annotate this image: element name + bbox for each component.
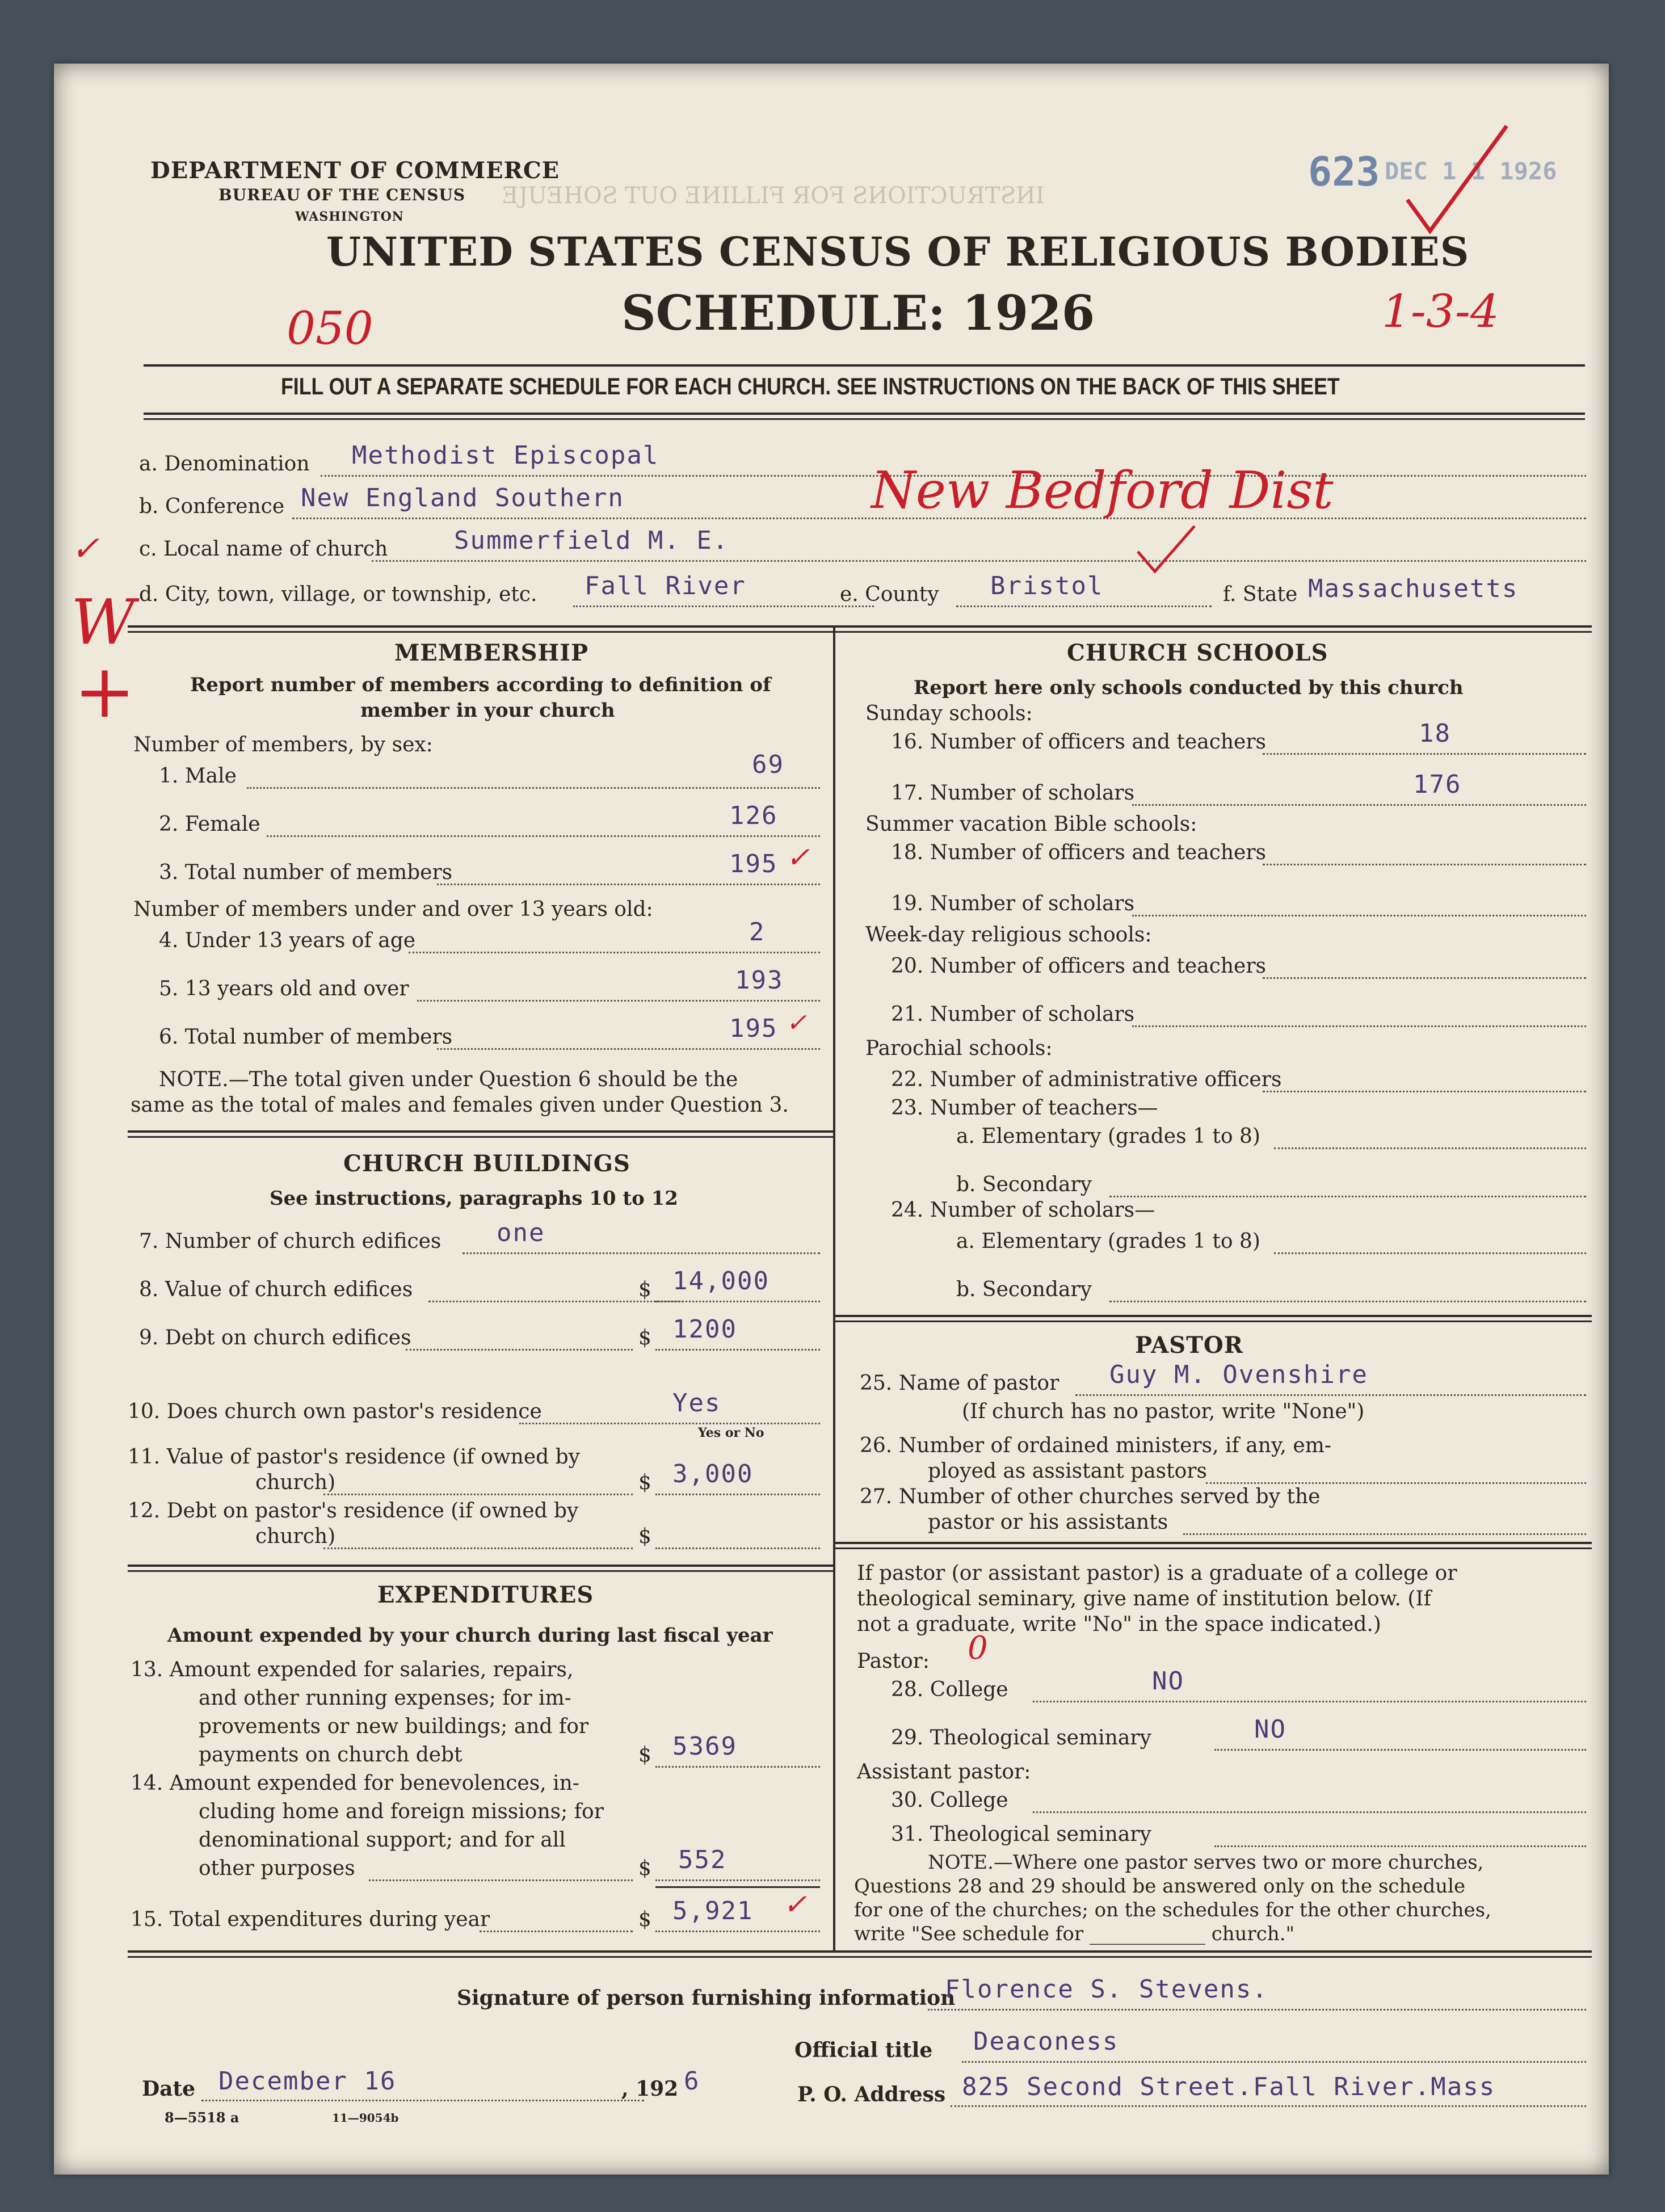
q23-label: 23. Number of teachers— [891,1096,1158,1120]
local-name-value: Summerfield M. E. [454,526,729,555]
q22-label: 22. Number of administrative officers [891,1068,1282,1091]
q9-dollar: $ [638,1326,651,1349]
signature-label: Signature of person furnishing information [457,1986,956,2010]
q8-label: 8. Value of church edifices [139,1278,413,1301]
q13-dollar: $ [638,1743,651,1767]
po-address-label: P. O. Address [797,2083,946,2106]
local-name-label: c. Local name of church [139,537,388,561]
q26-label-line2: ployed as assistant pastors [928,1460,1207,1483]
q14-label-line4: other purposes [199,1857,355,1880]
buildings-sub: See instructions, paragraphs 10 to 12 [270,1187,678,1210]
q29-value: NO [1254,1715,1286,1744]
q13-value: 5369 [672,1732,737,1761]
year-prefix: , 192 [621,2077,679,2101]
weekday-schools-label: Week-day religious schools: [865,923,1152,947]
q11-label-line2: church) [255,1471,336,1494]
pastor-mark: 0 [968,1630,988,1667]
county-label: e. County [840,583,939,606]
district-note: New Bedford Dist [871,461,1334,520]
buildings-heading: CHURCH BUILDINGS [343,1150,630,1177]
q11-value: 3,000 [672,1460,754,1488]
check-mark-icon: ✓ [786,1008,807,1037]
parochial-schools-label: Parochial schools: [865,1037,1053,1060]
membership-note-line1: NOTE.—The total given under Question 6 should be the [159,1068,738,1091]
q29-label: 29. Theological seminary [891,1726,1151,1750]
q14-label-line3: denominational support; and for all [199,1828,566,1852]
pastor-note-line4: write "See schedule for ____________ church." [854,1923,1295,1945]
expenditures-sub: Amount expended by your church during last fiscal year [167,1624,773,1647]
q27-label-line1: 27. Number of other churches served by the [860,1485,1321,1508]
q6-label: 6. Total number of members [159,1025,453,1049]
q11-label-line1: 11. Value of pastor's residence (if owned by [128,1445,581,1469]
city-value: Fall River [585,571,746,600]
q14-label-line2: cluding home and foreign missions; for [199,1800,604,1823]
q10-value: Yes [672,1389,721,1418]
q14-dollar: $ [638,1857,651,1880]
membership-heading: MEMBERSHIP [394,640,589,666]
q13-label-line4: payments on church debt [199,1743,463,1767]
form-title: UNITED STATES CENSUS OF RELIGIOUS BODIES [326,228,1470,275]
assistant-pastor-subheading: Assistant pastor: [857,1760,1031,1784]
date-value: December 16 [218,2067,397,2096]
bureau-label: BUREAU OF THE CENSUS [218,186,466,204]
q26-label-line1: 26. Number of ordained ministers, if any, em- [860,1434,1331,1457]
census-form-sheet [54,64,1609,2175]
q9-value: 1200 [672,1315,737,1344]
q12-label-line1: 12. Debt on pastor's residence (if owned by [128,1499,579,1523]
q3-value: 195 [729,850,778,878]
q24b-label: b. Secondary [956,1278,1092,1301]
q24-label: 24. Number of scholars— [891,1198,1155,1222]
form-number: 8—5518 a [165,2109,239,2126]
handwritten-right-code: 1-3-4 [1382,285,1499,338]
q25-note: (If church has no pastor, write "None") [962,1400,1365,1423]
q2-value: 126 [729,801,778,830]
q1-value: 69 [752,750,784,779]
department-label: DEPARTMENT OF COMMERCE [150,157,560,184]
q27-label-line2: pastor or his assistants [928,1511,1168,1534]
year-digit: 6 [684,2067,700,2096]
receipt-stamp-number: 623 [1308,149,1380,195]
schools-heading: CHURCH SCHOOLS [1067,640,1328,666]
q12-label-line2: church) [255,1525,336,1548]
check-mark-icon: ✓ [786,841,810,874]
margin-letter: W [71,586,136,658]
q25-label: 25. Name of pastor [860,1372,1059,1395]
q28-label: 28. College [891,1678,1008,1701]
margin-check-icon: ✓ [71,529,100,569]
q28-value: NO [1152,1667,1184,1696]
q7-label: 7. Number of church edifices [139,1230,442,1253]
bleed-through-text: ƎJUƎHOƧ TUO ƎИILLIꟻ ЯOꟻ ƧИOITƆUЯTƧИI [502,183,1045,209]
q5-label: 5. 13 years old and over [159,977,409,1000]
margin-plus: + [74,648,136,734]
q3-label: 3. Total number of members [159,861,453,884]
q21-label: 21. Number of scholars [891,1003,1135,1026]
county-value: Bristol [990,571,1104,600]
under-over-label: Number of members under and over 13 years old: [133,898,653,921]
q16-value: 18 [1419,719,1451,748]
conference-label: b. Conference [139,495,285,518]
q15-dollar: $ [638,1908,651,1931]
check-mark-icon: ✓ [783,1888,807,1921]
q13-label-line1: 13. Amount expended for salaries, repairs, [131,1658,574,1681]
pastor-note-line1: NOTE.—Where one pastor serves two or more churches, [928,1851,1484,1874]
membership-sub1: Report number of members according to definition of [190,674,771,696]
q9-label: 9. Debt on church edifices [139,1326,411,1349]
q18-label: 18. Number of officers and teachers [891,841,1267,864]
instruction-banner: FILL OUT A SEPARATE SCHEDULE FOR EACH CHURCH. SEE INSTRUCTIONS ON THE BACK OF THIS SHEET [281,373,1340,399]
q10-label: 10. Does church own pastor's residence [128,1400,542,1423]
q11-dollar: $ [638,1471,651,1494]
q2-label: 2. Female [159,813,260,836]
check-mark-icon [1399,120,1512,239]
q6-value: 195 [729,1014,778,1043]
official-title-label: Official title [794,2038,933,2062]
city-label: WASHINGTON [295,209,404,224]
q12-dollar: $ [638,1525,651,1548]
q24a-label: a. Elementary (grades 1 to 8) [956,1230,1260,1253]
q23a-label: a. Elementary (grades 1 to 8) [956,1125,1260,1148]
q15-value: 5,921 [672,1896,754,1925]
q30-label: 30. College [891,1789,1008,1812]
q17-value: 176 [1413,770,1462,799]
q23b-label: b. Secondary [956,1173,1092,1196]
official-title-value: Deaconess [973,2027,1119,2056]
q17-label: 17. Number of scholars [891,781,1135,805]
city-label: d. City, town, village, or township, etc. [139,583,537,606]
schools-sub: Report here only schools conducted by this church [914,676,1464,699]
membership-sub2: member in your church [360,699,615,722]
graduate-instruction-line1: If pastor (or assistant pastor) is a graduate of a college or [857,1562,1457,1585]
conference-value: New England Southern [301,483,624,512]
graduate-instruction-line2: theological seminary, give name of institution below. (If [857,1587,1431,1610]
q25-value: Guy M. Ovenshire [1109,1360,1368,1389]
date-label: Date [142,2077,196,2101]
receipt-stamp-date: DEC 1 1 1926 [1385,157,1557,185]
summer-schools-label: Summer vacation Bible schools: [865,813,1197,836]
sunday-schools-label: Sunday schools: [865,702,1033,725]
q13-label-line3: provements or new buildings; and for [199,1715,589,1738]
q19-label: 19. Number of scholars [891,892,1135,915]
q8-value: 14,000 [672,1267,770,1296]
members-by-sex-label: Number of members, by sex: [133,733,433,756]
graduate-instruction-line3: not a graduate, write "No" in the space indicated.) [857,1613,1381,1636]
print-number: 11—9054b [332,2111,399,2125]
check-mark-icon [1132,523,1200,574]
membership-note-line2: same as the total of males and females given under Question 3. [131,1094,789,1117]
signature-value: Florence S. Stevens. [945,1975,1268,2004]
q16-label: 16. Number of officers and teachers [891,730,1267,754]
pastor-note-line3: for one of the churches; on the schedules for the other churches, [854,1899,1491,1921]
schedule-title: SCHEDULE: 1926 [621,285,1095,341]
q14-label-line1: 14. Amount expended for benevolences, in- [131,1772,579,1795]
q1-label: 1. Male [159,764,237,788]
po-address-value: 825 Second Street.Fall River.Mass [962,2072,1496,2101]
expenditures-heading: EXPENDITURES [377,1582,594,1608]
pastor-note-line2: Questions 28 and 29 should be answered only on the schedule [854,1875,1466,1898]
q15-label: 15. Total expenditures during year [131,1908,490,1931]
q31-label: 31. Theological seminary [891,1823,1151,1846]
yes-no-hint: Yes or No [698,1425,764,1440]
q8-dollar: $ [638,1278,651,1301]
q13-label-line2: and other running expenses; for im- [199,1687,571,1710]
q4-value: 2 [749,918,766,947]
handwritten-code: 050 [287,302,373,355]
q7-value: one [497,1218,545,1247]
q4-label: 4. Under 13 years of age [159,929,416,952]
q14-value: 552 [678,1845,727,1874]
state-value: Massachusetts [1308,574,1519,603]
pastor-heading: PASTOR [1135,1332,1243,1359]
denomination-label: a. Denomination [139,452,310,476]
pastor-subheading: Pastor: [857,1650,930,1673]
q20-label: 20. Number of officers and teachers [891,954,1267,978]
state-label: f. State [1223,583,1298,606]
denomination-value: Methodist Episcopal [352,441,659,470]
q5-value: 193 [735,966,784,995]
